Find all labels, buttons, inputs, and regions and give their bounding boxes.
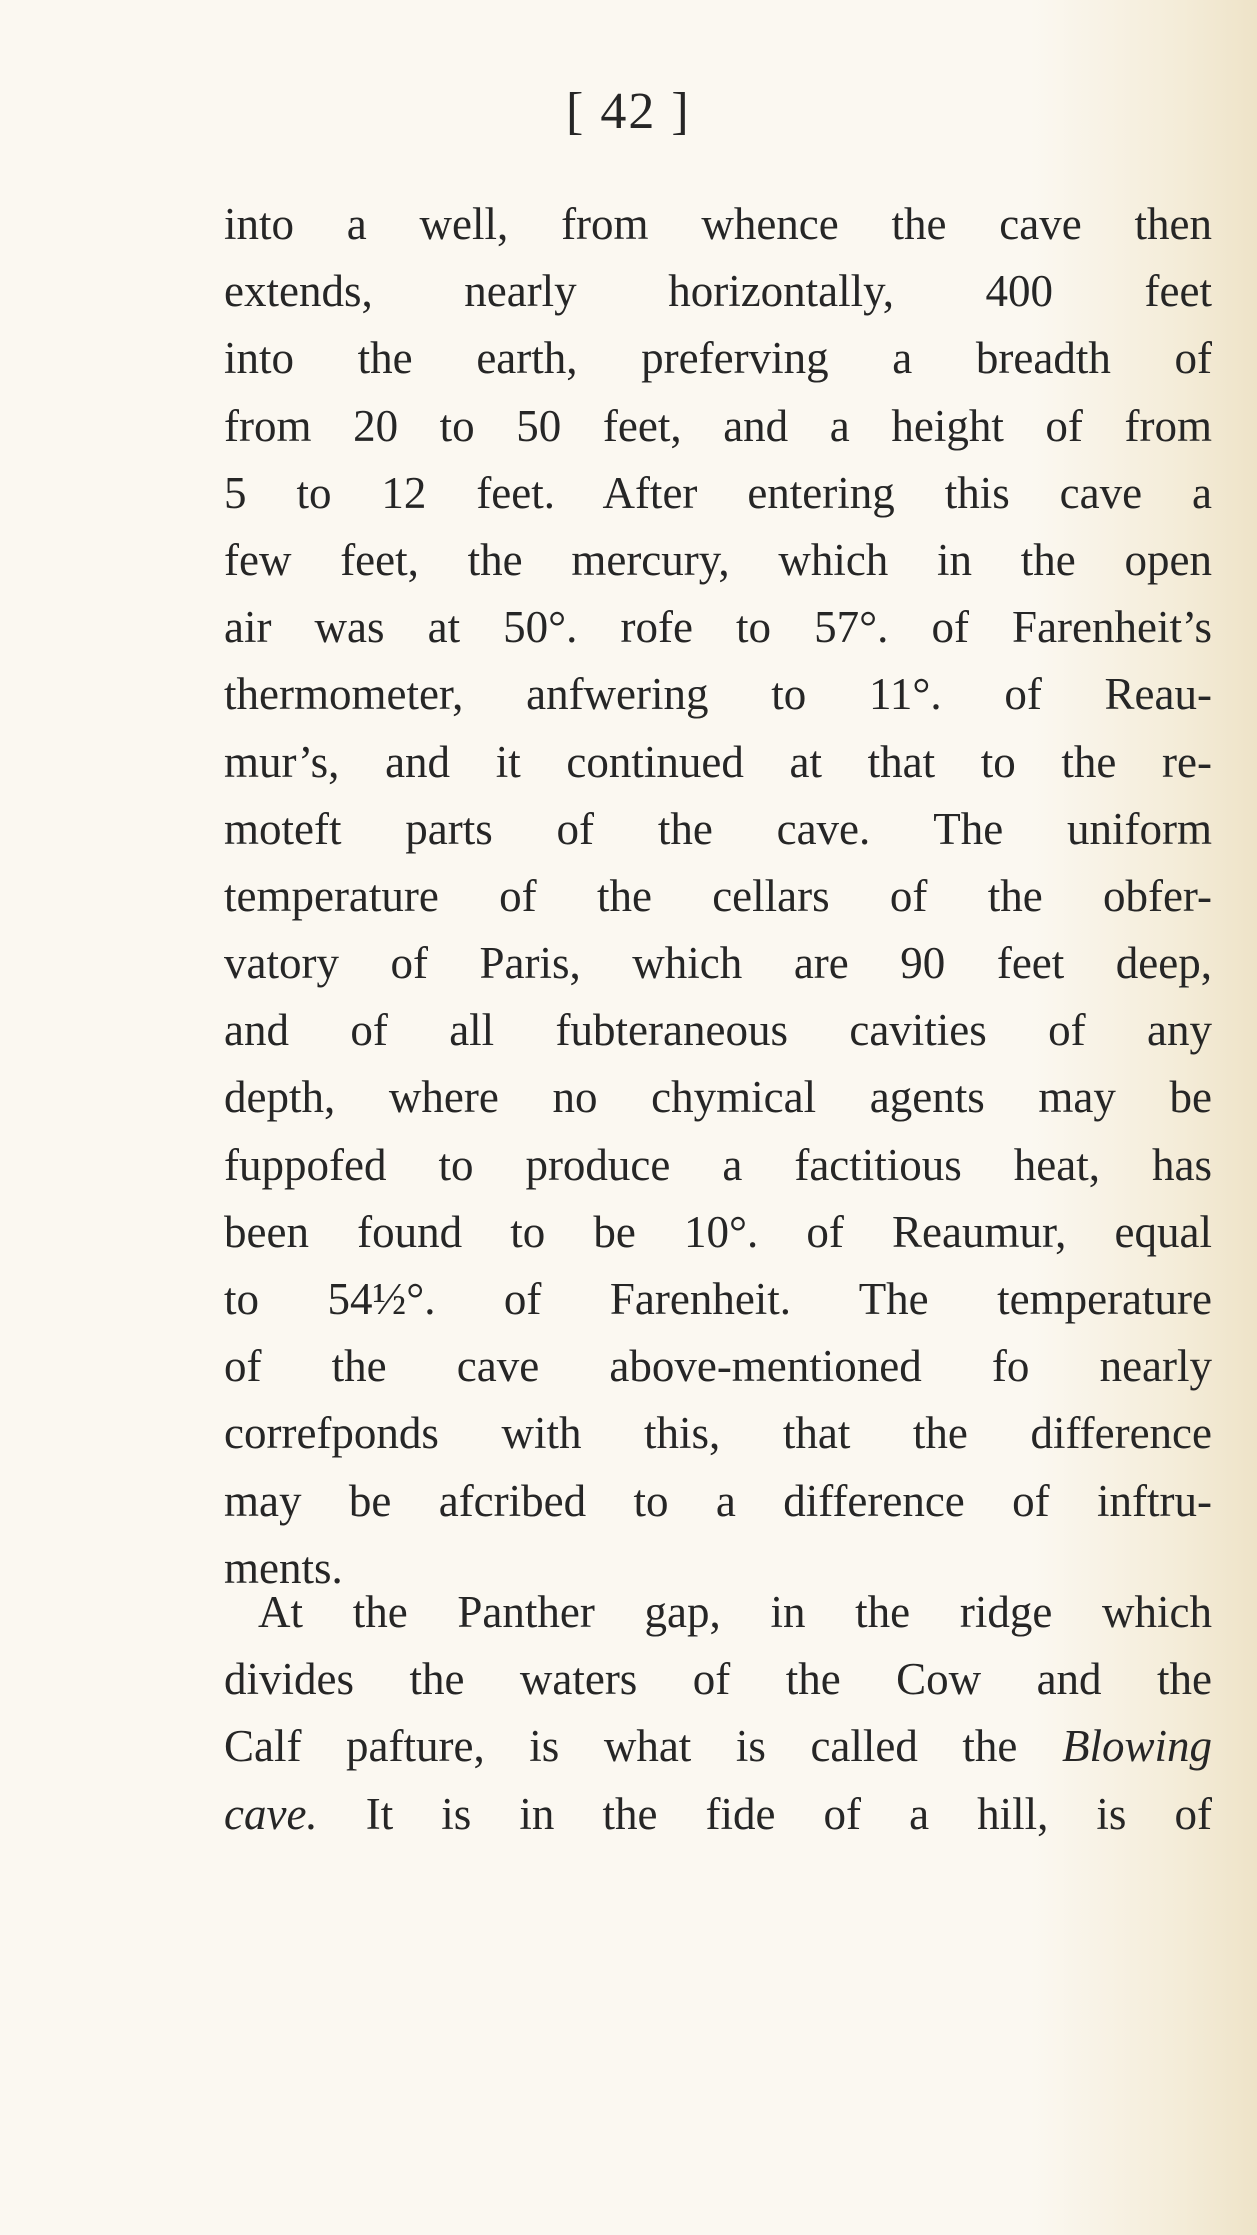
page-number: [ 42 ]: [566, 83, 691, 140]
text-line: At the Panther gap, in the ridge which: [258, 1587, 1212, 1637]
paragraph-2: [224, 1579, 1212, 1848]
text-line-with-italic: [224, 1781, 1212, 1848]
text-line: divides the waters of the Cow and the: [224, 1654, 1212, 1705]
text-line: moteft parts of the cave. The uniform: [224, 803, 1212, 854]
text-line: and of all fubteraneous cavities of any: [224, 1005, 1212, 1056]
text-line: of the cave above-mentioned fo nearly: [224, 1341, 1212, 1392]
text-line: mur’s, and it continued at that to the re-: [224, 736, 1212, 787]
text-line: into a well, from whence the cave then: [224, 199, 1212, 249]
text-segment: Calf pafture, is what is called the: [224, 1721, 1018, 1772]
text-line: from 20 to 50 feet, and a height of from: [224, 400, 1212, 451]
text-line: temperature of the cellars of the obfer-: [224, 870, 1212, 921]
text-segment: It is in the fide of a hill, is of: [365, 1788, 1212, 1839]
text-line: few feet, the mercury, which in the open: [224, 534, 1212, 585]
text-line-with-italic: [224, 1713, 1212, 1780]
paragraph-1: [224, 191, 1212, 1602]
text-line: correfponds with this, that the difference: [224, 1408, 1212, 1459]
text-line: air was at 50°. rofe to 57°. of Farenheit’s: [224, 602, 1212, 653]
text-line: 5 to 12 feet. After entering this cave a: [224, 467, 1212, 518]
text-line: ments.: [224, 1542, 343, 1593]
text-line: depth, where no chymical agents may be: [224, 1072, 1212, 1123]
text-line: extends, nearly horizontally, 400 feet: [224, 266, 1212, 317]
text-line: fuppofed to produce a factitious heat, has: [224, 1139, 1212, 1190]
text-line: to 54½°. of Farenheit. The temperature: [224, 1274, 1212, 1324]
text-line: into the earth, preferving a breadth of: [224, 333, 1212, 384]
italic-term: Blowing: [1061, 1721, 1212, 1772]
italic-term: cave.: [224, 1788, 318, 1839]
text-line: been found to be 10°. of Reaumur, equal: [224, 1206, 1212, 1257]
text-line: may be afcribed to a difference of inftru-: [224, 1475, 1212, 1526]
text-line: thermometer, anfwering to 11°. of Reau-: [224, 669, 1212, 720]
text-line: vatory of Paris, which are 90 feet deep,: [224, 938, 1212, 989]
